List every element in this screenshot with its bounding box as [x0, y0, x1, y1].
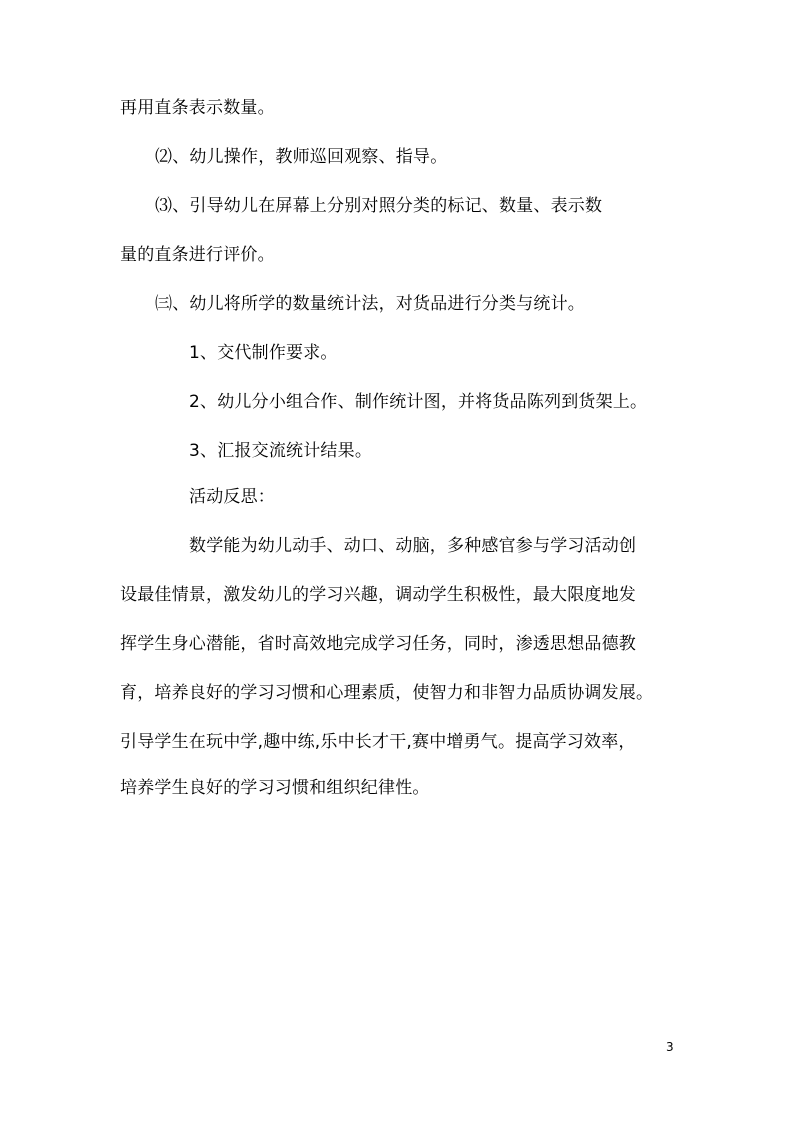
text-line-14: 引导学生在玩中学,趣中练,乐中长才干,赛中增勇气。提高学习效率， [120, 732, 636, 752]
text-line-1: 再用直条表示数量。 [120, 98, 275, 118]
text-line-2: ⑵、幼儿操作，教师巡回观察、指导。 [155, 147, 448, 167]
text-line-12: 挥学生身心潜能，省时高效地完成学习任务，同时，渗透思想品德教 [120, 634, 636, 654]
text-line-5: ㈢、幼儿将所学的数量统计法，对货品进行分类与统计。 [155, 294, 585, 314]
page-number: 3 [666, 1040, 674, 1054]
text-line-11: 设最佳情景，激发幼儿的学习兴趣，调动学生积极性，最大限度地发 [120, 585, 636, 605]
text-line-13: 育，培养良好的学习习惯和心理素质，使智力和非智力品质协调发展。 [120, 683, 654, 703]
text-line-6: 1、交代制作要求。 [189, 343, 338, 363]
text-line-8: 3、汇报交流统计结果。 [189, 441, 373, 461]
text-line-3: ⑶、引导幼儿在屏幕上分别对照分类的标记、数量、表示数 [155, 196, 603, 216]
text-line-4: 量的直条进行评价。 [120, 245, 275, 265]
text-line-10: 数学能为幼儿动手、动口、动脑，多种感官参与学习活动创 [189, 536, 637, 556]
text-line-15: 培养学生良好的学习习惯和组织纪律性。 [120, 778, 430, 798]
text-line-7: 2、幼儿分小组合作、制作统计图，并将货品陈列到货架上。 [189, 392, 648, 412]
section-heading-reflection: 活动反思： [189, 487, 275, 507]
